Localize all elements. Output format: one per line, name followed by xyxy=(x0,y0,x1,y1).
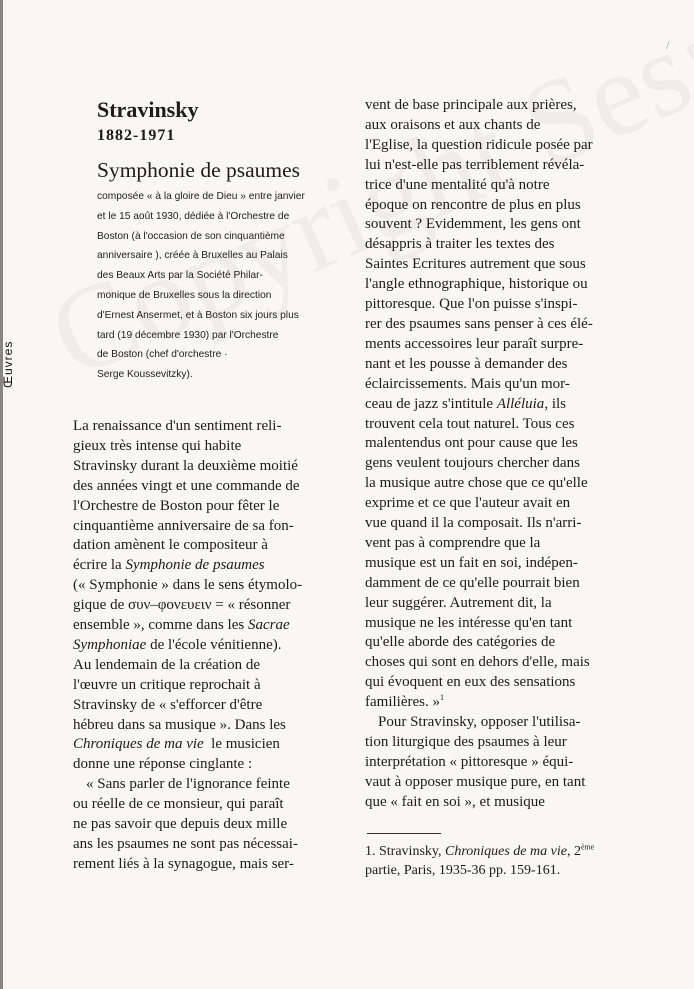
italic-title: Symphoniae xyxy=(73,636,147,653)
text-line: musique est un fait en soi, indépen- xyxy=(365,554,578,571)
text-line: l'Orchestre de Boston pour fêter le xyxy=(73,497,280,514)
footnote-divider xyxy=(367,833,441,834)
text-line xyxy=(365,395,647,415)
text-run: ceau de jazz s'intitule xyxy=(365,395,497,412)
text-line: (« Symphonie » dans le sens étymolo- xyxy=(73,577,303,594)
text-line: la musique autre chose que ce qu'elle xyxy=(365,475,588,492)
text-line: ments accessoires leur paraît surpre- xyxy=(365,335,584,352)
text-line: Stravinsky de « s'efforcer d'être xyxy=(73,696,263,713)
text-line: gens veulent toujours chercher dans xyxy=(365,455,580,472)
text-line: que « fait en soi », et musique xyxy=(365,793,545,810)
text-line: gieux très intense qui habite xyxy=(73,437,242,454)
right-body-text xyxy=(365,96,647,813)
work-info xyxy=(97,187,347,385)
text-line: malentendus ont pour cause que les xyxy=(365,435,578,452)
text-line: qui évoquent en eux des sensations xyxy=(365,674,576,691)
text-line: Pour Stravinsky, opposer l'utilisa- xyxy=(378,714,581,731)
work-info-line: d'Ernest Ansermet, et à Boston six jours plus xyxy=(97,309,299,321)
text-line: nant et les pousse à demander des xyxy=(365,355,568,372)
text-line: tion liturgique des psaumes à leur xyxy=(365,734,567,750)
text-line: l'angle ethnographique, historique ou xyxy=(365,276,588,293)
work-info-line: tard (19 décembre 1930) par l'Orchestre xyxy=(97,329,279,341)
text-line xyxy=(73,556,355,576)
text-line: trice d'une mentalité qu'à notre xyxy=(365,176,550,193)
text-line: leur suggérer. Autrement dit, la xyxy=(365,594,552,611)
text-line: l'Eglise, la question ridicule posée par xyxy=(365,136,593,153)
text-run: écrire la xyxy=(73,557,126,574)
text-run: le musicien xyxy=(203,736,280,753)
text-line xyxy=(365,693,647,713)
text-line: exprime et ce que l'auteur avait en xyxy=(365,495,571,512)
text-line: vent de base principale aux prières, xyxy=(365,97,577,113)
text-line: ou réelle de ce monsieur, qui paraît xyxy=(73,796,284,813)
italic-title: Chroniques de ma vie xyxy=(73,736,204,753)
text-line: des années vingt et une commande de xyxy=(73,477,300,494)
italic-title: Chroniques de ma vie xyxy=(444,843,567,859)
text-line: « Sans parler de l'ignorance feinte xyxy=(86,776,290,793)
text-line: gique de συν–φονευειν = « résonner xyxy=(73,597,291,614)
right-column xyxy=(365,96,647,880)
text-line: La renaissance d'un sentiment reli- xyxy=(73,417,282,434)
text-line: ans les psaumes ne sont pas nécessai- xyxy=(73,836,298,852)
text-line: donne une réponse cinglante : xyxy=(73,756,253,773)
text-line: hébreu dans sa musique ». Dans les xyxy=(73,716,286,733)
italic-title: Sacrae xyxy=(247,617,290,634)
binding-edge xyxy=(0,0,3,989)
composer-name: Stravinsky xyxy=(97,97,199,122)
text-line: désappris à traiter les textes des xyxy=(365,236,555,253)
text-line: interprétation « pittoresque » équi- xyxy=(365,753,574,770)
superscript: ème xyxy=(580,841,595,851)
work-info-line: de Boston (chef d'orchestre · xyxy=(97,349,228,361)
work-info-line: Boston (à l'occasion de son cinquantième xyxy=(97,230,285,242)
text-line: rer des psaumes sans penser à ces élé- xyxy=(365,315,593,332)
text-line: souvent ? Evidemment, les gens ont xyxy=(365,216,581,233)
italic-title: Symphonie de psaumes xyxy=(125,557,265,574)
work-info-line: anniversaire ), créée à Bruxelles au Palais xyxy=(97,250,288,262)
text-line: aux oraisons et aux chants de xyxy=(365,116,541,133)
work-info-line: composée « à la gloire de Dieu » entre janvier xyxy=(97,191,305,202)
text-line: Au lendemain de la création de xyxy=(73,656,261,673)
text-line: époque on rencontre de plus en plus xyxy=(365,196,581,213)
text-line: pittoresque. Que l'on puisse s'inspi- xyxy=(365,296,578,313)
text-line: musique ne les intéresse qu'en tant xyxy=(365,614,573,631)
text-line xyxy=(73,616,355,636)
text-line xyxy=(73,735,355,755)
text-line: lui n'est-elle pas terriblement révéla- xyxy=(365,156,585,173)
work-title: Symphonie de psaumes xyxy=(97,158,301,182)
work-info-line: et le 15 août 1930, dédiée à l'Orchestre de xyxy=(97,210,290,222)
text-line: vaut à opposer musique pure, en tant xyxy=(365,773,586,790)
text-line: l'œuvre un critique reprochait à xyxy=(73,676,261,693)
text-line: Saintes Ecritures autrement que sous xyxy=(365,256,586,273)
text-line: qu'elle aborde des catégories de xyxy=(365,634,556,651)
text-run: de l'école vénitienne). xyxy=(146,636,282,653)
left-body-text xyxy=(73,417,355,875)
text-run: , 2 xyxy=(566,843,581,859)
text-line: damment de ce qu'elle pourrait bien xyxy=(365,574,580,591)
text-line: rement liés à la synagogue, mais ser- xyxy=(73,855,294,872)
left-column xyxy=(73,95,355,875)
text-line: cinquantième anniversaire de sa fon- xyxy=(73,517,294,534)
footnote-line xyxy=(365,842,647,861)
text-line: choses qui sont en dehors d'elle, mais xyxy=(365,654,590,671)
text-run: 1. Stravinsky, xyxy=(365,843,445,859)
italic-title: Alléluia xyxy=(496,395,545,412)
text-line xyxy=(73,636,355,656)
composer-dates: 1882-1971 xyxy=(97,127,176,144)
text-line: vent pas à comprendre que la xyxy=(365,534,541,551)
footnote xyxy=(365,842,647,880)
text-run: familières. » xyxy=(365,694,440,711)
work-info-line: monique de Bruxelles sous la direction xyxy=(97,289,272,301)
text-line: vue quand il la composait. Ils n'arri- xyxy=(365,515,582,532)
footnote-ref: 1 xyxy=(439,693,444,703)
text-line: éclaircissements. Mais qu'un mor- xyxy=(365,375,570,392)
text-run: , ils xyxy=(544,395,566,412)
text-line: Stravinsky durant la deuxième moitié xyxy=(73,457,298,474)
text-run: ensemble », comme dans les xyxy=(73,617,248,634)
side-tab-label: Œuvres xyxy=(1,340,15,388)
corner-mark: / xyxy=(666,38,670,52)
text-line: trouvent cela tout naturel. Tous ces xyxy=(365,415,575,432)
text-line: ne pas savoir que depuis deux mille xyxy=(73,816,288,833)
text-line: dation amènent le compositeur à xyxy=(73,537,268,554)
work-info-line: des Beaux Arts par la Société Philar- xyxy=(97,270,263,282)
footnote-line: partie, Paris, 1935-36 pp. 159-161. xyxy=(365,862,561,878)
work-info-line: Serge Koussevitzky). xyxy=(97,369,193,381)
